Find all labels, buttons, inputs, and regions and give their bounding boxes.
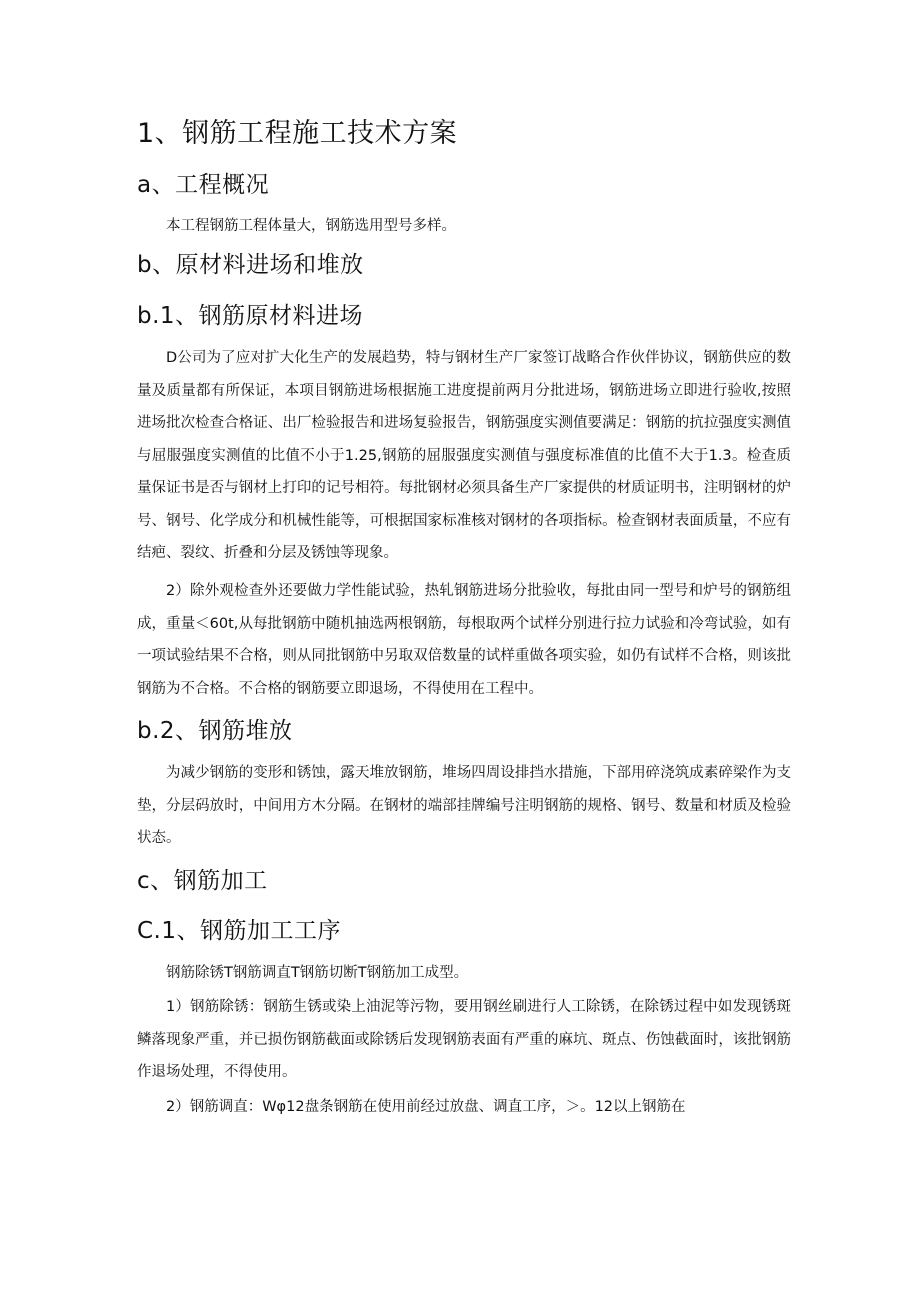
heading-c: c、钢筋加工 [137, 868, 268, 894]
heading-b2: b.2、钢筋堆放 [137, 718, 293, 744]
paragraph-b2-1: 为减少钢筋的变形和锈蚀，露天堆放钢筋，堆场四周设排挡水措施，下部用碎浇筑成素碎梁作为支垫，分层码放时，中间用方木分隔。在钢材的端部挂牌编号注明钢筋的规格、钢号、数量和材质及检验状态。 [137, 765, 791, 846]
paragraph-c1-2: 1）钢筋除锈：钢筋生锈或染上油泥等污物，要用钢丝刷进行人工除锈，在除锈过程中如发现锈斑鳞落现象严重，并已损伤钢筋截面或除锈后发现钢筋表面有严重的麻坑、斑点、伤蚀截面时，该批钢筋作退场处理，不得使用。 [137, 999, 791, 1080]
heading-b: b、原材料进场和堆放 [137, 252, 364, 278]
heading-a: a、工程概况 [137, 172, 270, 198]
document-title: 1、钢筋工程施工技术方案 [137, 118, 458, 149]
paragraph-c1-3: 2）钢筋调直：Wφ12盘条钢筋在使用前经过放盘、调直工序，＞。12以上钢筋在 [166, 1099, 686, 1115]
paragraph-c1-1: 钢筋除锈T钢筋调直T钢筋切断T钢筋加工成型。 [166, 965, 469, 981]
heading-b1: b.1、钢筋原材料进场 [137, 303, 364, 329]
paragraph-b1-1: D公司为了应对扩大化生产的发展趋势，特与钢材生产厂家签订战略合作伙伴协议，钢筋供应的数量及质量都有所保证，本项目钢筋进场根据施工进度提前两月分批进场，钢筋进场立即进行验收,按照进场批次检查合格证、出厂检验报告和进场复验报告，钢筋强度实测值要满足：钢筋的抗拉强度实测值与屈服强度实测值的比值不小于1.25,钢筋的屈服强度实测值与强度标准值的比值不大于1.3。检查质量保证书是否与钢材上打印的记号相符。每批钢材必须具备生产厂家提供的材质证明书，注明钢材的炉号、钢号、化学成分和机械性能等，可根据国家标准核对钢材的各项指标。检查钢材表面质量，不应有结疤、裂纹、折叠和分层及锈蚀等现象。 [137, 350, 791, 561]
paragraph-b1-2: 2）除外观检查外还要做力学性能试验，热轧钢筋进场分批验收，每批由同一型号和炉号的钢筋组成，重量＜60t,从每批钢筋中随机抽选两根钢筋，每根取两个试样分别进行拉力试验和冷弯试验，如有一项试验结果不合格，则从同批钢筋中另取双倍数量的试样重做各项实验，如仍有试样不合格，则该批钢筋为不合格。不合格的钢筋要立即退场，不得使用在工程中。 [137, 583, 791, 697]
heading-c1: C.1、钢筋加工工序 [137, 918, 342, 944]
paragraph-a-1: 本工程钢筋工程体量大，钢筋选用型号多样。 [166, 218, 456, 234]
